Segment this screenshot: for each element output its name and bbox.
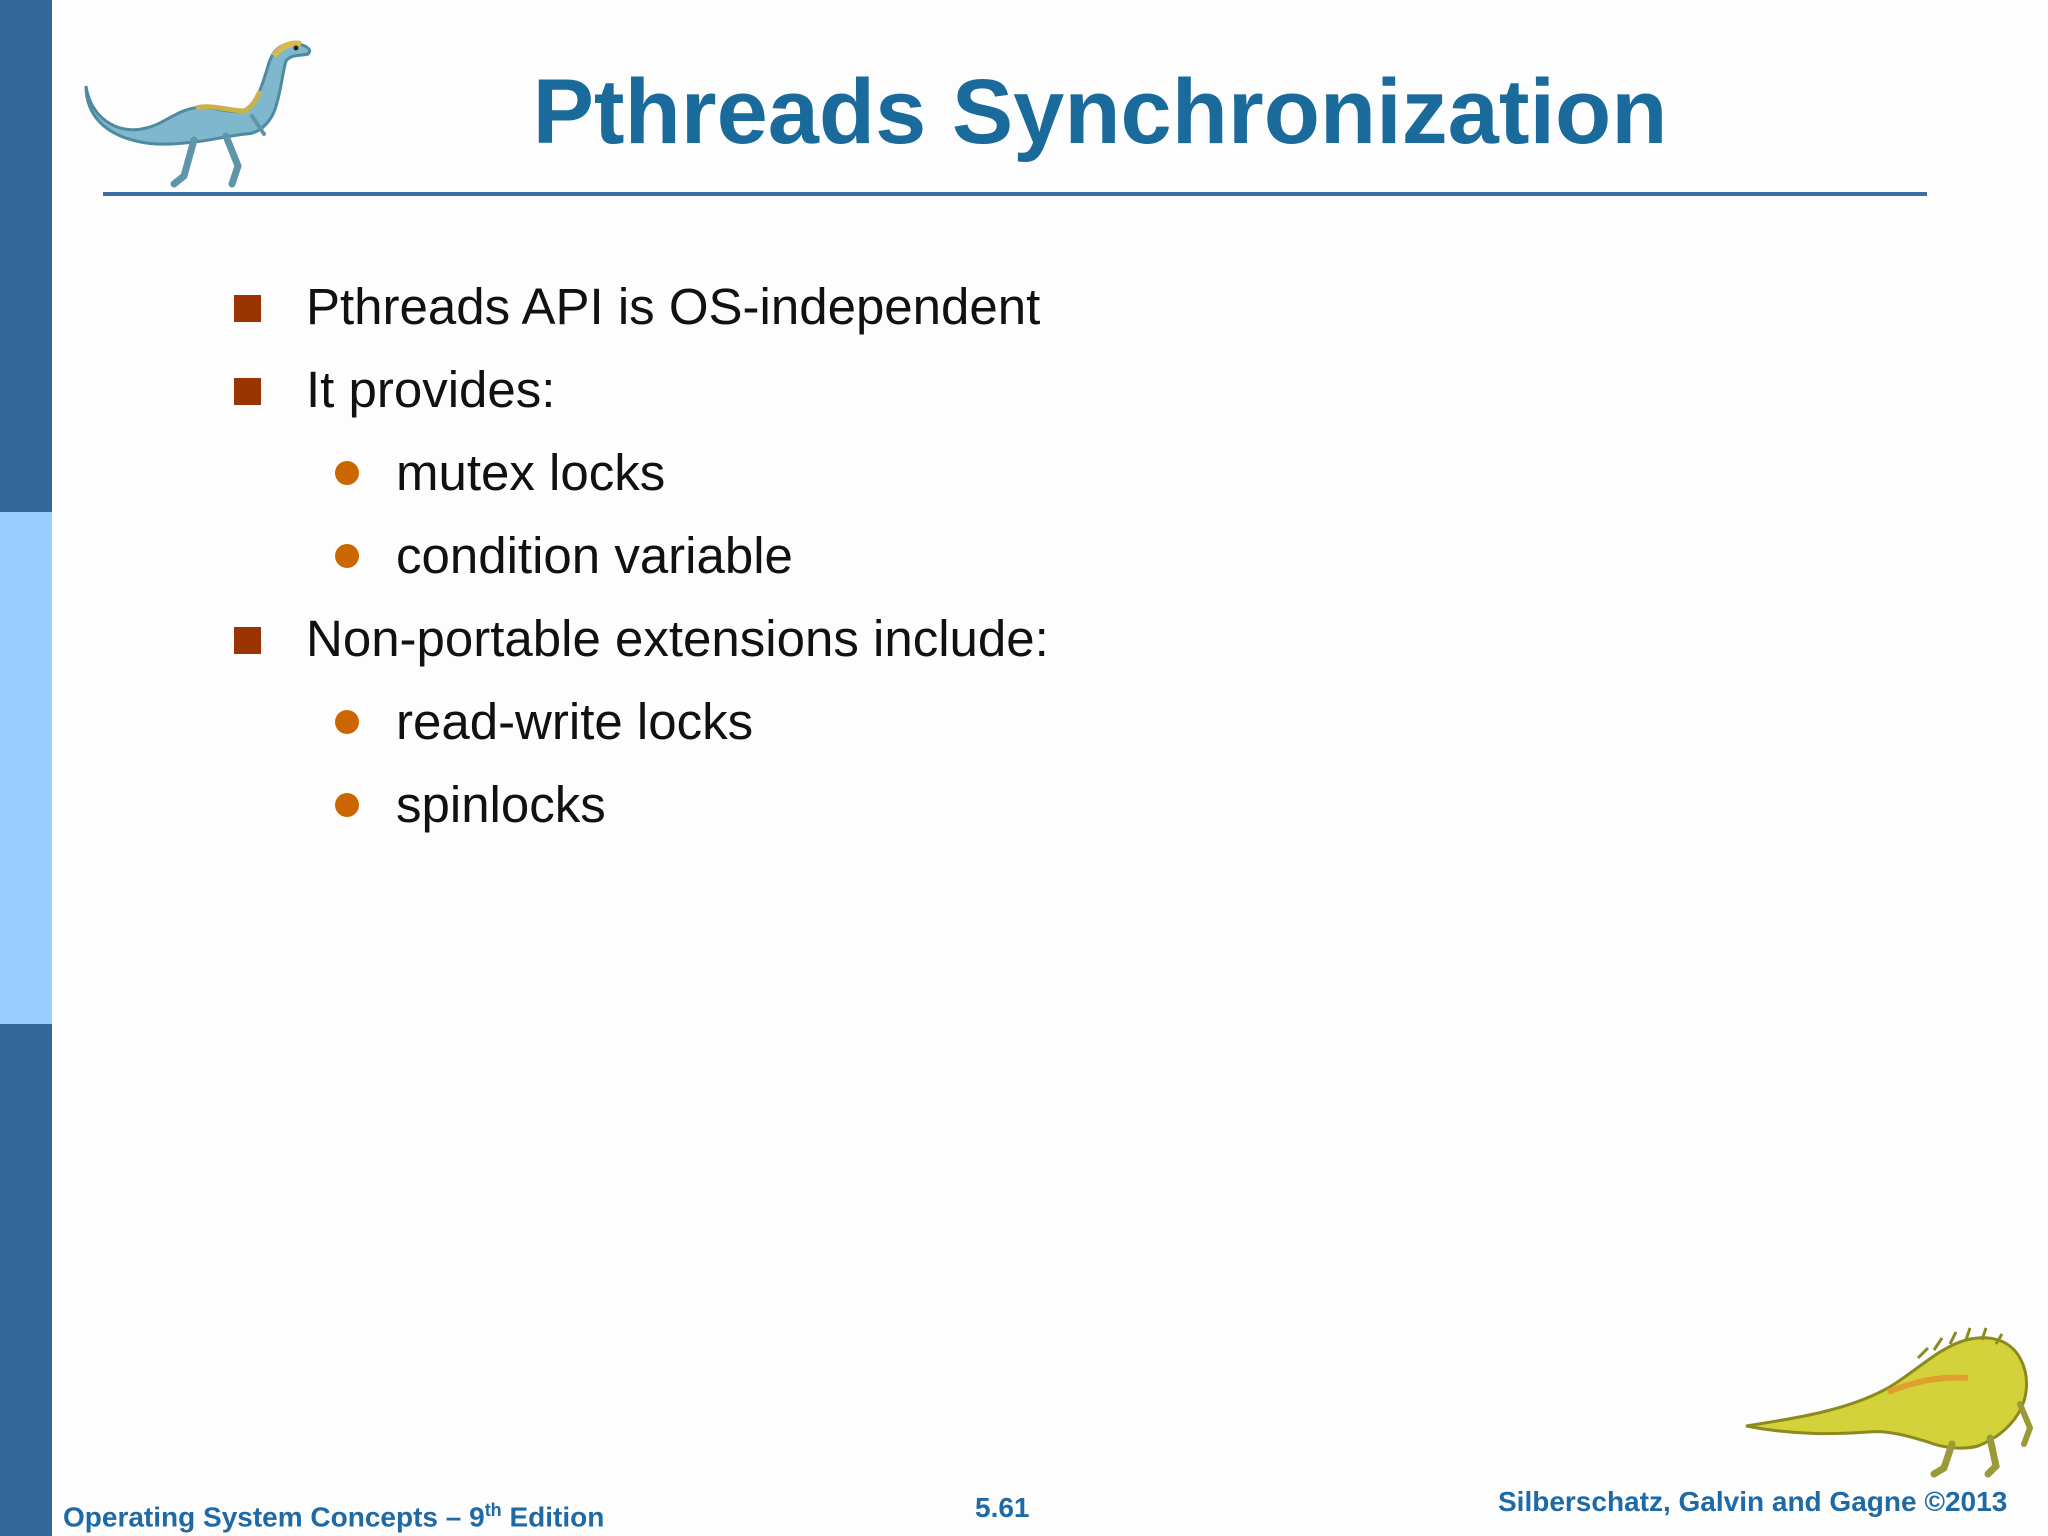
list-item: Pthreads API is OS-independent: [306, 278, 1041, 335]
sidebar-top-segment: [0, 0, 52, 512]
list-item: spinlocks: [396, 776, 606, 833]
list-item: Non-portable extensions include:: [306, 610, 1049, 667]
square-bullet-icon: [234, 378, 261, 405]
footer-book-title-text: Operating System Concepts – 9: [63, 1501, 485, 1533]
list-item: condition variable: [396, 527, 793, 584]
sidebar-bottom-segment: [0, 1024, 52, 1536]
dinosaur-upright-icon: [76, 16, 316, 191]
list-item: read-write locks: [396, 693, 754, 750]
title-underline: [103, 192, 1927, 196]
round-bullet-icon: [335, 461, 359, 485]
footer-page-number: 5.61: [975, 1492, 1030, 1523]
list-item: It provides:: [306, 361, 556, 418]
square-bullet-icon: [234, 627, 261, 654]
footer-edition-superscript: th: [484, 1500, 502, 1520]
slide-title: Pthreads Synchronization: [532, 61, 1668, 163]
square-bullet-icon: [234, 295, 261, 322]
list-item: mutex locks: [396, 444, 666, 501]
left-sidebar: [0, 0, 52, 1536]
round-bullet-icon: [335, 544, 359, 568]
footer-copyright: Silberschatz, Galvin and Gagne ©2013: [1498, 1486, 2008, 1517]
round-bullet-icon: [335, 710, 359, 734]
footer-edition-word: Edition: [501, 1501, 605, 1533]
footer-book-title: [63, 1492, 604, 1535]
sidebar-middle-segment: [0, 512, 52, 1024]
round-bullet-icon: [335, 793, 359, 817]
dinosaur-crouching-icon: [1738, 1318, 2038, 1478]
